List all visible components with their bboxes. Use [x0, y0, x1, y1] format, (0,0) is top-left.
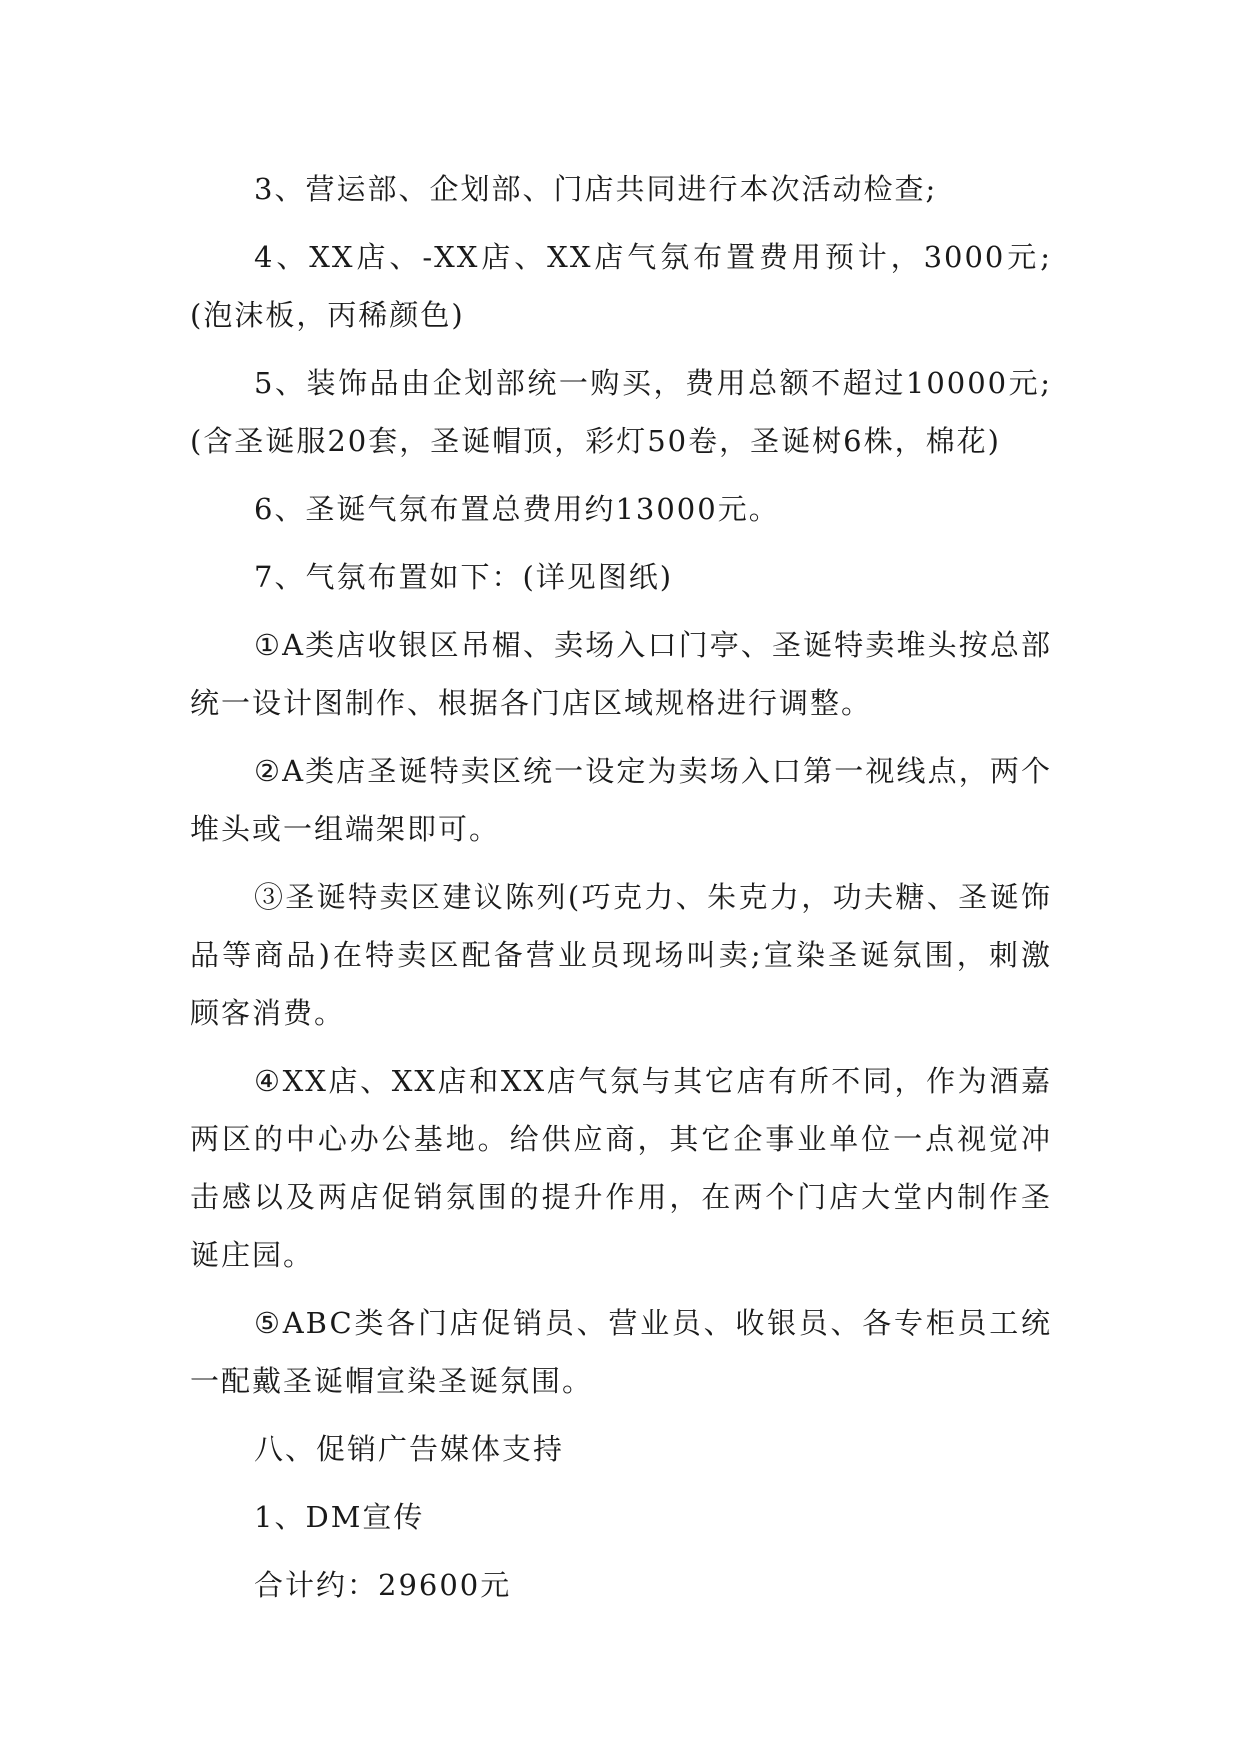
paragraph-total-estimate: 合计约：29600元 — [254, 1568, 512, 1602]
paragraph-dm-promotion: 1、DM宣传 — [254, 1500, 425, 1534]
section-heading-media-support: 八、促销广告媒体支持 — [254, 1432, 565, 1466]
paragraph-activity-inspection: 3、营运部、企划部、门店共同进行本次活动检查; — [254, 172, 938, 206]
paragraph-layout-heading: 7、气氛布置如下：(详见图纸) — [254, 560, 674, 594]
paragraph-item-4: ④XX店、XX店和XX店气氛与其它店有所不同，作为酒嘉两区的中心办公基地。给供应商，其它企事业单位一点视觉冲击感以及两店促销氛围的提升作用，在两个门店大堂内制作圣诞庄园。 — [190, 1064, 1052, 1272]
paragraph-item-3: ③圣诞特卖区建议陈列(巧克力、朱克力，功夫糖、圣诞饰品等商品)在特卖区配备营业员现场叫卖;宣染圣诞氛围，刺激顾客消费。 — [190, 880, 1052, 1030]
paragraph-item-5: ⑤ABC类各门店促销员、营业员、收银员、各专柜员工统一配戴圣诞帽宣染圣诞氛围。 — [190, 1306, 1052, 1398]
document-page — [190, 160, 1052, 1624]
paragraph-total-cost: 6、圣诞气氛布置总费用约13000元。 — [254, 492, 780, 526]
paragraph-ornament-purchase: 5、装饰品由企划部统一购买，费用总额不超过10000元;(含圣诞服20套，圣诞帽顶，彩灯50卷，圣诞树6株，棉花) — [190, 366, 1052, 458]
paragraph-item-1: ①A类店收银区吊楣、卖场入口门亭、圣诞特卖堆头按总部统一设计图制作、根据各门店区域规格进行调整。 — [190, 628, 1052, 720]
paragraph-item-2: ②A类店圣诞特卖区统一设定为卖场入口第一视线点，两个堆头或一组端架即可。 — [190, 754, 1052, 846]
paragraph-decoration-budget: 4、XX店、-XX店、XX店气氛布置费用预计，3000元;(泡沫板，丙稀颜色) — [190, 240, 1052, 332]
